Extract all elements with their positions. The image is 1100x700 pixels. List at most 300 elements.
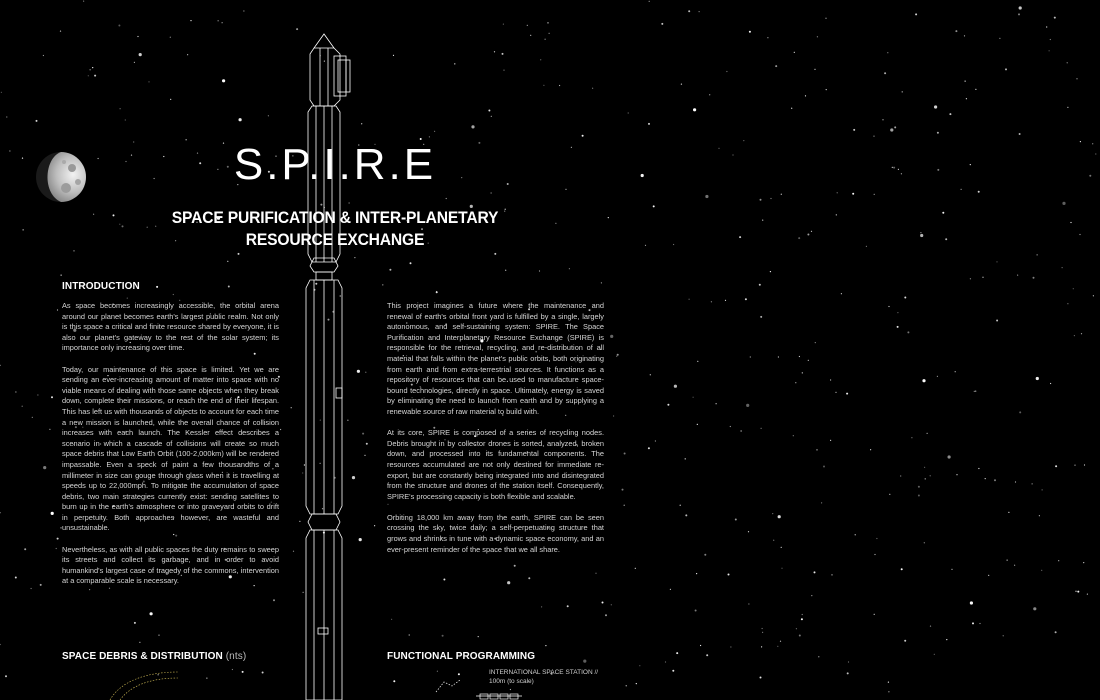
star <box>667 404 669 406</box>
star <box>1055 631 1057 633</box>
star <box>127 298 128 299</box>
star <box>1019 411 1021 413</box>
star <box>704 554 706 556</box>
star <box>98 158 99 159</box>
star <box>767 37 768 38</box>
star <box>1074 335 1075 336</box>
star <box>113 214 115 216</box>
star <box>527 25 528 26</box>
star <box>639 665 640 666</box>
star <box>695 610 697 612</box>
star <box>645 245 646 246</box>
star <box>624 505 625 506</box>
star <box>547 22 548 23</box>
functional-programming-heading: FUNCTIONAL PROGRAMMING <box>387 651 536 662</box>
star <box>937 132 939 134</box>
star <box>841 293 842 294</box>
star <box>61 275 62 276</box>
star <box>273 599 275 601</box>
star <box>805 95 806 96</box>
star <box>994 479 996 481</box>
star <box>22 406 23 407</box>
iss-label-line-1: INTERNATIONAL SPACE STATION // <box>489 669 599 676</box>
star <box>955 371 956 372</box>
star <box>761 646 762 647</box>
star <box>37 394 38 395</box>
star <box>571 147 572 148</box>
star <box>730 426 731 427</box>
star <box>979 623 980 624</box>
star <box>242 671 244 673</box>
star <box>796 628 797 629</box>
star <box>545 39 546 40</box>
star <box>15 577 17 579</box>
star <box>974 391 975 392</box>
star <box>817 36 818 37</box>
star <box>743 140 744 141</box>
star <box>759 284 761 286</box>
star <box>382 284 383 285</box>
star <box>975 89 976 90</box>
star <box>700 645 701 646</box>
star <box>291 407 292 408</box>
star <box>93 214 94 215</box>
star <box>22 158 23 159</box>
star <box>674 385 677 388</box>
debris-distribution-diagram <box>100 668 190 700</box>
star <box>57 309 58 310</box>
star <box>876 538 877 539</box>
star <box>635 568 636 569</box>
star <box>582 135 584 137</box>
star <box>777 646 778 647</box>
star <box>569 268 570 269</box>
star <box>624 453 626 455</box>
star <box>762 632 763 633</box>
star <box>814 571 816 573</box>
star <box>650 374 651 375</box>
star <box>882 119 883 120</box>
star <box>688 10 690 12</box>
star <box>156 286 158 288</box>
star <box>855 534 856 535</box>
star <box>996 320 998 322</box>
star <box>874 194 875 195</box>
star <box>608 217 609 218</box>
star <box>924 467 925 468</box>
star <box>1019 133 1021 135</box>
star <box>206 678 207 679</box>
star <box>120 108 121 109</box>
star <box>1093 295 1094 296</box>
star <box>491 192 492 193</box>
star <box>970 164 971 165</box>
star <box>122 225 124 227</box>
star <box>88 75 89 76</box>
star <box>1062 202 1065 205</box>
star <box>966 98 967 99</box>
subtitle-line-1: SPACE PURIFICATION & INTER-PLANETARY <box>171 208 499 227</box>
star <box>1017 275 1018 276</box>
star <box>1033 607 1036 610</box>
star <box>478 142 480 144</box>
star <box>975 391 976 392</box>
star <box>741 430 742 431</box>
star <box>543 85 544 86</box>
star <box>293 551 294 552</box>
star <box>56 548 57 549</box>
star <box>653 205 655 207</box>
spire-structure-drawing <box>300 30 370 700</box>
star <box>781 547 782 548</box>
star <box>1089 175 1091 177</box>
star <box>1074 465 1075 466</box>
star <box>673 244 674 245</box>
star <box>706 654 708 656</box>
star <box>922 379 925 382</box>
star <box>507 183 509 185</box>
star <box>170 99 171 100</box>
star <box>837 192 838 193</box>
star <box>605 614 607 616</box>
star <box>937 376 938 377</box>
star <box>830 379 831 380</box>
star <box>628 112 629 113</box>
page-title: S.P.I.R.E <box>233 140 437 189</box>
star <box>148 81 149 82</box>
star <box>964 35 965 36</box>
star <box>746 404 749 407</box>
star <box>799 635 801 637</box>
star <box>1076 78 1077 79</box>
star <box>730 646 731 647</box>
star <box>972 622 974 624</box>
star <box>890 128 893 131</box>
star <box>918 486 920 488</box>
star <box>985 478 986 479</box>
star <box>446 198 447 199</box>
star <box>728 574 730 576</box>
intro-paragraph-2: Today, our maintenance of this space is limited. Yet we are sending an ever-increasing amount of matter into space with no viable means of dealing with those same objects when they break down, complete their missions, or reach the end of their lifespan. This has left us with thousands of objects to account for each time a new mission is launched, while the overall chance of collision increases with each launch. The Kessler effect describes a scenario in which a cascade of collisions will create so much space debris that Low Earth Orbit (100-2,000km) will be rendered impassable. Even a speck of paint a few thousandths of a millimeter in size can gouge through glass when it is travelling at speeds up to 22,000mph. To mitigate the accumulation of space debris, two main strategies currently exist: sending satellites to burn up in the earth's atmosphere or into graveyard orbits to drift in perpetuity. Both approaches however, are wasteful and unsustainable. <box>62 364 279 533</box>
star <box>262 672 264 674</box>
star <box>1003 635 1004 636</box>
star <box>494 253 496 255</box>
star <box>173 294 174 295</box>
star <box>268 115 269 116</box>
star <box>1037 254 1038 255</box>
introduction-text <box>62 301 279 598</box>
star <box>641 174 644 177</box>
star <box>436 291 438 293</box>
star <box>409 634 410 635</box>
star <box>565 189 566 190</box>
star <box>904 297 906 299</box>
star <box>676 652 678 654</box>
star <box>888 306 889 307</box>
star <box>125 119 126 120</box>
star <box>595 573 596 574</box>
star <box>471 125 474 128</box>
star <box>825 18 826 19</box>
star <box>791 108 792 109</box>
iss-label <box>489 668 619 686</box>
star <box>583 660 586 663</box>
star <box>802 614 803 615</box>
star <box>793 435 794 436</box>
star <box>280 429 281 430</box>
star <box>243 10 244 11</box>
star <box>831 574 832 575</box>
star <box>648 447 650 449</box>
star <box>374 525 375 526</box>
star <box>847 672 849 674</box>
star <box>186 139 187 140</box>
star <box>846 393 848 395</box>
star <box>539 270 540 271</box>
star <box>655 440 656 441</box>
star <box>930 626 931 627</box>
star <box>393 680 395 682</box>
star <box>1014 565 1015 566</box>
star <box>60 31 61 32</box>
star <box>393 55 394 56</box>
star <box>1083 562 1084 563</box>
star <box>24 548 26 550</box>
star <box>622 489 624 491</box>
star <box>925 478 926 479</box>
star <box>73 250 74 251</box>
star <box>748 603 749 604</box>
star <box>873 136 874 137</box>
star <box>689 299 690 300</box>
star <box>750 356 751 357</box>
star <box>1087 594 1088 595</box>
star <box>83 1 84 2</box>
star <box>133 141 134 142</box>
star <box>190 20 191 21</box>
star <box>726 71 727 72</box>
star <box>0 512 1 513</box>
star <box>988 575 989 576</box>
star <box>780 641 781 642</box>
star <box>705 195 708 198</box>
star <box>951 569 952 570</box>
star <box>760 199 762 201</box>
star <box>92 67 93 68</box>
star <box>134 62 135 63</box>
star <box>1005 68 1007 70</box>
star <box>139 53 142 56</box>
introduction-heading: INTRODUCTION <box>62 281 140 292</box>
star <box>15 391 16 392</box>
star <box>745 298 747 300</box>
star <box>461 177 462 178</box>
star <box>949 113 951 115</box>
star <box>1042 489 1043 490</box>
star <box>735 519 737 521</box>
star <box>697 424 698 425</box>
star <box>732 154 733 155</box>
star <box>197 153 198 154</box>
star <box>778 356 779 357</box>
star <box>775 65 777 67</box>
star <box>945 238 947 240</box>
star <box>94 75 96 77</box>
star <box>389 269 391 271</box>
star <box>227 261 228 262</box>
star <box>955 30 957 32</box>
star <box>611 604 612 605</box>
star <box>709 94 710 95</box>
project-paragraph-3: Orbiting 18,000 km away from the earth, SPIRE can be seen crossing the sky, twice daily; a self-perpetuating structure that grows and shrinks in tune with a dynamic space economy, and an ever-present reminder of the space that we all share. <box>387 512 604 554</box>
star <box>866 246 867 247</box>
star <box>228 286 230 288</box>
star <box>1032 483 1033 484</box>
star <box>661 23 663 25</box>
star <box>502 53 504 55</box>
star <box>778 515 781 518</box>
star <box>555 223 556 224</box>
star <box>920 234 923 237</box>
star <box>199 162 201 164</box>
space-debris-heading <box>62 651 246 662</box>
star <box>1036 377 1039 380</box>
star <box>1079 234 1080 235</box>
star <box>888 691 889 692</box>
page-subtitle <box>146 207 523 251</box>
star <box>870 449 871 450</box>
star <box>970 601 973 604</box>
star <box>49 429 50 430</box>
star <box>680 505 681 506</box>
star <box>1015 481 1016 482</box>
star <box>823 466 825 468</box>
star <box>139 642 140 643</box>
star <box>946 639 947 640</box>
star <box>613 415 614 416</box>
star <box>848 661 849 662</box>
star <box>23 229 24 230</box>
star <box>429 136 430 137</box>
star <box>970 278 971 279</box>
star <box>836 214 837 215</box>
star <box>996 261 997 262</box>
star <box>5 675 7 677</box>
star <box>503 70 504 71</box>
star <box>815 342 816 343</box>
star <box>163 156 164 157</box>
star <box>696 573 697 574</box>
iss-label-line-2: 100m (to scale) <box>489 678 534 685</box>
space-debris-heading-note: (nts) <box>225 651 247 662</box>
star <box>6 116 7 117</box>
star <box>1058 560 1059 561</box>
star <box>610 335 613 338</box>
star <box>794 52 795 53</box>
star <box>761 428 762 429</box>
star <box>762 628 763 629</box>
star <box>592 88 593 89</box>
star <box>649 1 650 2</box>
star <box>927 433 928 434</box>
star <box>1018 13 1020 15</box>
star <box>725 300 726 301</box>
star <box>494 51 495 52</box>
star <box>897 312 898 313</box>
star <box>770 271 771 272</box>
star <box>920 232 921 233</box>
star <box>1067 62 1068 63</box>
star <box>685 514 687 516</box>
star <box>898 169 899 170</box>
star <box>818 656 819 657</box>
star <box>924 542 925 543</box>
star <box>907 331 909 333</box>
star <box>43 466 46 469</box>
star <box>1019 6 1022 9</box>
star <box>739 236 741 238</box>
star <box>1050 383 1051 384</box>
star <box>119 224 120 225</box>
star <box>218 20 219 21</box>
star <box>410 262 412 264</box>
star <box>540 59 541 60</box>
star <box>617 354 619 356</box>
star <box>1077 591 1079 593</box>
star <box>1095 153 1096 154</box>
star <box>57 538 59 540</box>
star <box>601 282 602 283</box>
star <box>118 25 120 27</box>
star <box>239 118 242 121</box>
star <box>900 475 901 476</box>
star <box>915 13 917 15</box>
star <box>478 636 479 637</box>
star <box>999 38 1000 39</box>
star <box>821 502 822 503</box>
star <box>760 677 762 679</box>
star <box>978 468 979 469</box>
star <box>978 191 980 193</box>
star <box>893 167 895 169</box>
star <box>1008 512 1009 513</box>
star <box>773 540 774 541</box>
star <box>0 644 1 645</box>
star <box>90 69 91 70</box>
star <box>948 455 951 458</box>
star <box>0 365 1 366</box>
star <box>454 63 455 64</box>
star <box>874 614 875 615</box>
star <box>798 237 800 239</box>
star <box>530 35 531 36</box>
star <box>1084 464 1085 465</box>
star <box>889 494 890 495</box>
star <box>131 155 132 156</box>
star <box>616 356 617 357</box>
star <box>937 169 939 171</box>
star <box>51 512 54 515</box>
star <box>1049 50 1050 51</box>
star <box>488 110 490 112</box>
star <box>901 173 902 174</box>
project-text <box>387 301 604 566</box>
star <box>238 253 240 255</box>
star <box>772 513 773 514</box>
star <box>1054 17 1056 19</box>
star <box>648 123 650 125</box>
star <box>942 212 944 214</box>
